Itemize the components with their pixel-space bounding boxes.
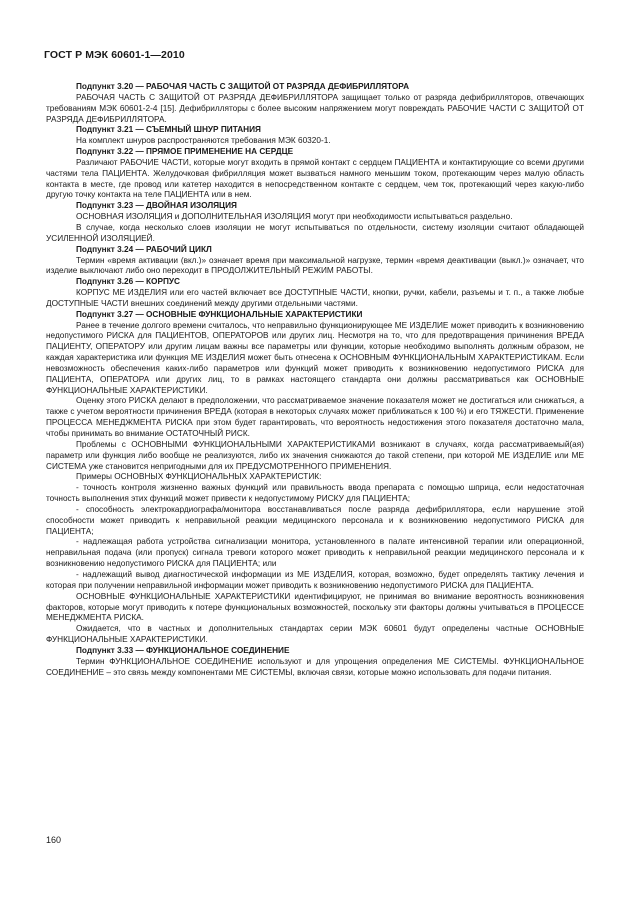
body-paragraph: Оценку этого РИСКА делают в предположении, что рассматриваемое значение показателя может не достигаться или снижаться, а также с учетом вероятности причинения ВРЕДА (которая в некоторых случаях может приближаться к 100 %) и его ТЯЖЕСТИ. Применение ПРОЦЕССА МЕНЕДЖМЕНТА РИСКА при этом будет гарантировать, что вероятность недостижения этого показателя достаточно мала, чтобы принимать во внимание ОСТАТОЧНЫЙ РИСК. [46, 396, 584, 438]
body-paragraph: ОСНОВНАЯ ИЗОЛЯЦИЯ и ДОПОЛНИТЕЛЬНАЯ ИЗОЛЯЦИЯ могут при необходимости испытываться раздельно. [76, 212, 513, 222]
section-heading: Подпункт 3.21 — СЪЕМНЫЙ ШНУР ПИТАНИЯ [76, 125, 261, 135]
body-paragraph: - точность контроля жизненно важных функций или правильность ввода препарата с помощью шприца, если недостаточная точность выполнения этих функций может привести к недопустимому РИСКУ для ПАЦИЕНТА; [46, 483, 584, 504]
body-paragraph: В случае, когда несколько слоев изоляции не могут испытываться по отдельности, систему изоляции считают обладающей УСИЛЕННОЙ ИЗОЛЯЦИЕЙ. [46, 222, 584, 243]
body-paragraph: Ранее в течение долгого времени считалось, что неправильно функционирующее МЕ ИЗДЕЛИЕ может приводить к возникновению недопустимого РИСКА для ПАЦИЕНТОВ, ОПЕРАТОРОВ или других лиц. Несмотря на то, что для предотвращения причинения ВРЕДА ПАЦИЕНТУ, ОПЕРАТОРУ или другим лицам важны все параметры или функции, которые необходимо выполнять должным образом, не каждая характеристика или функция МЕ ИЗДЕЛИЯ может быть отнесена к ОСНОВНЫМ ФУНКЦИОНАЛЬНЫМ ХАРАКТЕРИСТИКАМ. Если невозможность обеспечения каких-либо параметров или функций может приводить к возникновению недопустимого РИСКА для ПАЦИЕНТА, ОПЕРАТОРА или других лиц, то в рамках настоящего стандарта они должны рассматриваться как ОСНОВНЫЕ ФУНКЦИОНАЛЬНЫЕ ХАРАКТЕРИСТИКИ. [46, 320, 584, 395]
body-paragraph: Проблемы с ОСНОВНЫМИ ФУНКЦИОНАЛЬНЫМИ ХАРАКТЕРИСТИКАМИ возникают в случаях, когда рассматриваемый(ая) параметр или функция либо вообще не реализуются, либо их значения снижаются до такой степени, при которой МЕ ИЗДЕЛИЕ или МЕ СИСТЕМА уже становится непригодными для их ПРЕДУСМОТРЕННОГО ПРИМЕНЕНИЯ. [46, 439, 584, 471]
section-heading: Подпункт 3.26 — КОРПУС [76, 277, 180, 287]
section-heading: Подпункт 3.33 — ФУНКЦИОНАЛЬНОЕ СОЕДИНЕНИЕ [76, 645, 290, 655]
body-paragraph: На комплект шнуров распространяются требования МЭК 60320-1. [76, 136, 331, 146]
section-heading: Подпункт 3.24 — РАБОЧИЙ ЦИКЛ [76, 244, 212, 254]
body-paragraph: Термин «время активации (вкл.)» означает время при максимальной нагрузке, термин «время деактивации (выкл.)» означает, что изделие выключают либо оно переходит в ПРОДОЛЖИТЕЛЬНЫЙ РЕЖИМ РАБОТЫ. [46, 255, 584, 276]
body-paragraph: - надлежащий вывод диагностической информации из МЕ ИЗДЕЛИЯ, которая, возможно, будет определять тактику лечения и которая при получении неправильной информации может приводить к возникновению недопустимого РИСКА для ПАЦИЕНТА. [46, 569, 584, 590]
section-heading: Подпункт 3.22 — ПРЯМОЕ ПРИМЕНЕНИЕ НА СЕРДЦЕ [76, 147, 294, 157]
body-paragraph: - надлежащая работа устройства сигнализации монитора, установленного в палате интенсивной терапии или операционной, неправильная подача (или пропуск) сигнала тревоги которого может приводить к неправильной реакции медицинского персонала и к возникновению недопустимого РИСКА для ПАЦИЕНТА; или [46, 537, 584, 569]
body-paragraph: Различают РАБОЧИЕ ЧАСТИ, которые могут входить в прямой контакт с сердцем ПАЦИЕНТА и контактирующие со всеми другими частями тела ПАЦИЕНТА. Желудочковая фибрилляция может вызваться намного меньшим током, протекающим через малую область контакта в месте, где провод или катетер находится в непосредственном контакте с сердцем, чем ток, протекающий через какую-либо другую точку контакта на теле ПАЦИЕНТА или в нем. [46, 157, 584, 200]
body-paragraph: Термин ФУНКЦИОНАЛЬНОЕ СОЕДИНЕНИЕ используют и для упрощения определения МЕ СИСТЕМЫ. ФУНКЦИОНАЛЬНОЕ СОЕДИНЕНИЕ – это связь между компонентами МЕ СИСТЕМЫ, включая связи, которые можно использовать для подачи питания. [46, 656, 584, 677]
page-number: 160 [46, 835, 62, 845]
body-paragraph: Примеры ОСНОВНЫХ ФУНКЦИОНАЛЬНЫХ ХАРАКТЕРИСТИК: [76, 472, 322, 482]
document-body [46, 82, 584, 678]
section-heading: Подпункт 3.27 — ОСНОВНЫЕ ФУНКЦИОНАЛЬНЫЕ ХАРАКТЕРИСТИКИ [76, 309, 363, 319]
document-header: ГОСТ Р МЭК 60601-1—2010 [44, 49, 185, 61]
body-paragraph: ОСНОВНЫЕ ФУНКЦИОНАЛЬНЫЕ ХАРАКТЕРИСТИКИ идентифицируют, не принимая во внимание вероятность возникновения факторов, которые могут приводить к потере функциональных возможностей, поскольку эти факторы должны учитываться в ПРОЦЕССЕ МЕНЕДЖМЕНТА РИСКА. [46, 591, 584, 623]
body-paragraph: РАБОЧАЯ ЧАСТЬ С ЗАЩИТОЙ ОТ РАЗРЯДА ДЕФИБРИЛЛЯТОРА защищает только от разряда дефибрилляторов, отвечающих требованиям МЭК 60601-2-4 [15]. Дефибрилляторы с более высоким напряжением могут повреждать РАБОЧИЕ ЧАСТИ С ЗАЩИТОЙ ОТ РАЗРЯДА ДЕФИБРИЛЛЯТОРА. [46, 92, 584, 124]
section-heading: Подпункт 3.20 — РАБОЧАЯ ЧАСТЬ С ЗАЩИТОЙ ОТ РАЗРЯДА ДЕФИБРИЛЛЯТОРА [76, 82, 410, 91]
section-heading: Подпункт 3.23 — ДВОЙНАЯ ИЗОЛЯЦИЯ [76, 201, 237, 211]
body-paragraph: Ожидается, что в частных и дополнительных стандартах серии МЭК 60601 будут определены частные ОСНОВНЫЕ ФУНКЦИОНАЛЬНЫЕ ХАРАКТЕРИСТИКИ. [46, 624, 584, 645]
body-paragraph: КОРПУС МЕ ИЗДЕЛИЯ или его частей включает все ДОСТУПНЫЕ ЧАСТИ, кнопки, ручки, кабели, разъемы и т. п., а также любые ДОСТУПНЫЕ ЧАСТИ внешних соединений между другими отдельными частями. [46, 288, 584, 308]
body-paragraph: - способность электрокардиографа/монитора восстанавливаться после разряда дефибриллятора, если нарушение этой способности может приводить к неправильной реакции медицинского персонала и к возникновению недопустимого РИСКА для ПАЦИЕНТА; [46, 504, 584, 536]
